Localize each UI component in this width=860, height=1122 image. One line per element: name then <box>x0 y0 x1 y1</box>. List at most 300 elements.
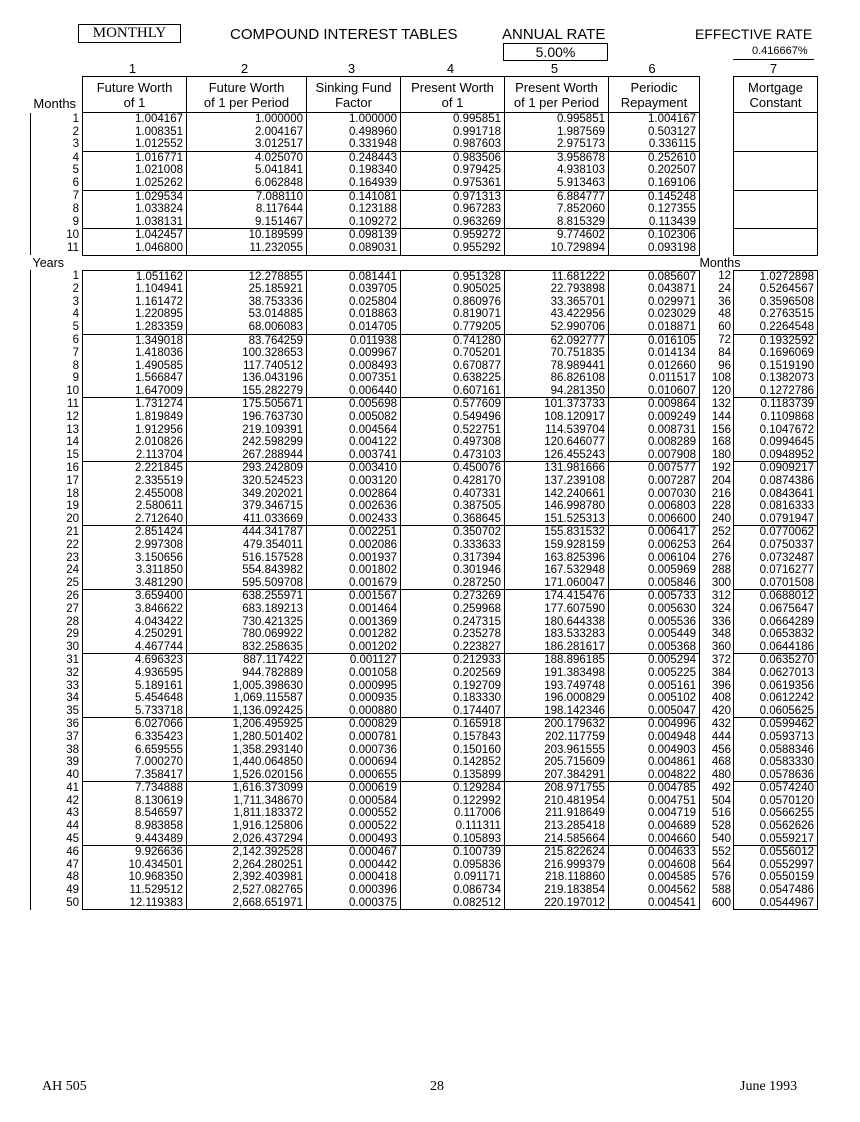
table-row <box>31 628 818 641</box>
table-cell: 2.221845 <box>83 462 187 475</box>
table-cell: 0.009249 <box>609 411 700 424</box>
mortgage-constant-cell: 0.0619356 <box>734 680 818 693</box>
table-row <box>31 242 818 255</box>
table-cell: 94.281350 <box>505 385 609 398</box>
table-cell: 5.733718 <box>83 705 187 718</box>
table-row <box>31 424 818 437</box>
table-cell: 131.981666 <box>505 462 609 475</box>
table-cell: 0.165918 <box>401 718 505 731</box>
row-label: 12 <box>31 411 83 424</box>
table-row <box>31 820 818 833</box>
header-periodic-repayment: Periodic Repayment <box>609 77 700 113</box>
mortgage-constant-cell: 0.1183739 <box>734 398 818 411</box>
months-cell: 228 <box>711 500 731 513</box>
table-cell: 0.549496 <box>401 411 505 424</box>
table-cell: 4.025070 <box>187 151 307 164</box>
table-cell: 1,136.092425 <box>187 705 307 718</box>
table-cell: 2.712640 <box>83 513 187 526</box>
months-cell: 120 <box>711 385 731 398</box>
table-cell: 0.007577 <box>609 462 700 475</box>
mortgage-constant-cell: 0.0791947 <box>734 513 818 526</box>
table-cell: 0.000522 <box>307 820 401 833</box>
months-cell: 252 <box>711 526 731 539</box>
table-cell: 175.505671 <box>187 398 307 411</box>
table-cell: 0.000829 <box>307 718 401 731</box>
mortgage-constant-cell: 0.1272786 <box>734 385 818 398</box>
table-cell: 0.995851 <box>505 113 609 126</box>
months-cell: 216 <box>711 487 731 500</box>
row-label: 16 <box>31 462 83 475</box>
row-label: 42 <box>31 795 83 808</box>
table-cell: 11.232055 <box>187 242 307 255</box>
months-cell: 372 <box>711 654 731 667</box>
table-cell: 6.062848 <box>187 177 307 190</box>
table-cell: 4.938103 <box>505 164 609 177</box>
table-cell: 0.001058 <box>307 667 401 680</box>
table-cell: 0.004541 <box>609 897 700 910</box>
table-cell: 0.001369 <box>307 616 401 629</box>
header-future-worth: Future Worth of 1 <box>83 77 187 113</box>
table-cell: 0.001282 <box>307 628 401 641</box>
effective-rate-value: 0.416667% <box>752 45 808 57</box>
table-cell: 0.223827 <box>401 641 505 654</box>
table-cell: 0.000467 <box>307 846 401 859</box>
row-label: 7 <box>31 190 83 203</box>
table-cell: 944.782889 <box>187 667 307 680</box>
table-cell: 0.004903 <box>609 744 700 757</box>
footer-page-number: 28 <box>430 1079 444 1094</box>
table-cell: 0.005102 <box>609 692 700 705</box>
table-cell: 0.001202 <box>307 641 401 654</box>
table-cell: 2.455008 <box>83 488 187 501</box>
table-cell: 0.010607 <box>609 385 700 398</box>
months-cell: 396 <box>711 679 731 692</box>
table-cell: 0.819071 <box>401 308 505 321</box>
table-cell: 0.113439 <box>609 216 700 229</box>
table-cell: 0.003741 <box>307 449 401 462</box>
table-row <box>31 833 818 846</box>
months-cell: 432 <box>711 718 731 731</box>
table-cell: 0.273269 <box>401 590 505 603</box>
mortgage-constant-cell: 0.1696069 <box>734 347 818 360</box>
table-cell: 0.212933 <box>401 654 505 667</box>
table-cell: 0.001464 <box>307 603 401 616</box>
row-label: 24 <box>31 564 83 577</box>
table-cell: 62.092777 <box>505 334 609 347</box>
table-cell: 1.647009 <box>83 385 187 398</box>
table-cell: 0.157843 <box>401 731 505 744</box>
mortgage-constant-cell: 0.1519190 <box>734 360 818 373</box>
table-cell: 1,616.373099 <box>187 782 307 795</box>
table-cell: 208.971755 <box>505 782 609 795</box>
table-cell: 0.007351 <box>307 372 401 385</box>
table-cell: 0.967283 <box>401 203 505 216</box>
table-row <box>31 744 818 757</box>
table-cell: 0.333633 <box>401 539 505 552</box>
empty-cell <box>734 138 818 151</box>
table-cell: 155.831532 <box>505 526 609 539</box>
table-cell: 0.317394 <box>401 552 505 565</box>
table-row <box>31 616 818 629</box>
annual-rate-label: ANNUAL RATE <box>502 26 606 43</box>
table-cell: 0.287250 <box>401 577 505 590</box>
row-label: 34 <box>31 692 83 705</box>
table-cell: 0.000619 <box>307 782 401 795</box>
row-label: 14 <box>31 436 83 449</box>
table-row <box>31 347 818 360</box>
table-cell: 0.235278 <box>401 628 505 641</box>
row-label: 1 <box>31 113 83 126</box>
table-cell: 167.532948 <box>505 564 609 577</box>
table-row <box>31 807 818 820</box>
table-cell: 0.006600 <box>609 513 700 526</box>
table-cell: 10.189599 <box>187 229 307 242</box>
table-cell: 203.961555 <box>505 744 609 757</box>
mortgage-constant-cell: 0.0994645 <box>734 436 818 449</box>
table-row <box>31 475 818 488</box>
months-cell: 576 <box>711 871 731 884</box>
table-cell: 0.141081 <box>307 190 401 203</box>
table-cell: 0.004562 <box>609 884 700 897</box>
row-label: 21 <box>31 526 83 539</box>
table-cell: 0.522751 <box>401 424 505 437</box>
row-label: 3 <box>31 296 83 309</box>
table-cell: 0.002086 <box>307 539 401 552</box>
table-cell: 0.497308 <box>401 436 505 449</box>
mortgage-constant-cell: 0.0544967 <box>734 897 818 910</box>
row-label: 9 <box>31 372 83 385</box>
months-cell: 72 <box>718 334 731 347</box>
months-cell: 312 <box>711 590 731 603</box>
table-cell: 0.450076 <box>401 462 505 475</box>
table-cell: 0.959272 <box>401 229 505 242</box>
table-cell: 12.278855 <box>187 270 307 283</box>
table-cell: 0.011517 <box>609 372 700 385</box>
row-label: 26 <box>31 590 83 603</box>
table-cell: 0.975361 <box>401 177 505 190</box>
row-label: 11 <box>31 398 83 411</box>
row-label: 3 <box>31 138 83 151</box>
row-label: 8 <box>31 203 83 216</box>
months-cell: 36 <box>718 295 731 308</box>
row-label: 45 <box>31 833 83 846</box>
table-cell: 0.000781 <box>307 731 401 744</box>
table-cell: 0.150160 <box>401 744 505 757</box>
table-cell: 887.117422 <box>187 654 307 667</box>
mortgage-constant-cell: 0.0816333 <box>734 500 818 513</box>
table-cell: 0.979425 <box>401 164 505 177</box>
mortgage-constant-cell: 0.0716277 <box>734 564 818 577</box>
table-cell: 1.025262 <box>83 177 187 190</box>
table-cell: 1.987569 <box>505 126 609 139</box>
table-cell: 0.000584 <box>307 795 401 808</box>
table-row <box>31 488 818 501</box>
table-row <box>31 603 818 616</box>
table-row <box>31 667 818 680</box>
table-cell: 0.001679 <box>307 577 401 590</box>
table-cell: 202.117759 <box>505 731 609 744</box>
table-cell: 33.365701 <box>505 296 609 309</box>
table-cell: 220.197012 <box>505 897 609 910</box>
empty-cell <box>734 126 818 139</box>
table-cell: 205.715609 <box>505 756 609 769</box>
table-cell: 6.884777 <box>505 190 609 203</box>
table-cell: 0.247315 <box>401 616 505 629</box>
table-row <box>31 641 818 654</box>
table-cell: 683.189213 <box>187 603 307 616</box>
table-row <box>31 692 818 705</box>
table-cell: 0.003120 <box>307 475 401 488</box>
table-cell: 0.000935 <box>307 692 401 705</box>
table-cell: 196.763730 <box>187 411 307 424</box>
row-label: 2 <box>31 283 83 296</box>
table-cell: 0.000694 <box>307 756 401 769</box>
table-cell: 53.014885 <box>187 308 307 321</box>
table-cell: 0.000418 <box>307 871 401 884</box>
table-cell: 3.958678 <box>505 151 609 164</box>
table-cell: 218.118860 <box>505 871 609 884</box>
table-cell: 0.029971 <box>609 296 700 309</box>
mortgage-constant-cell: 0.0909217 <box>734 462 818 475</box>
months-cell: 468 <box>711 756 731 769</box>
months-cell: 336 <box>711 615 731 628</box>
table-cell: 1.566847 <box>83 372 187 385</box>
table-cell: 0.183330 <box>401 692 505 705</box>
table-cell: 0.174407 <box>401 705 505 718</box>
months-cell: 456 <box>711 743 731 756</box>
mortgage-constant-cell: 0.0874386 <box>734 475 818 488</box>
table-row <box>31 283 818 296</box>
table-cell: 0.000442 <box>307 859 401 872</box>
months-cell: 180 <box>711 449 731 462</box>
mortgage-constant-cell: 0.0612242 <box>734 692 818 705</box>
table-cell: 1.418036 <box>83 347 187 360</box>
table-cell: 0.202507 <box>609 164 700 177</box>
mortgage-constant-cell: 0.0675647 <box>734 603 818 616</box>
table-cell: 8.983858 <box>83 820 187 833</box>
months-cell: 360 <box>711 641 731 653</box>
table-cell: 0.006440 <box>307 385 401 398</box>
table-cell: 68.006083 <box>187 321 307 334</box>
table-cell: 0.095836 <box>401 859 505 872</box>
mortgage-constant-cell: 0.0552997 <box>734 859 818 872</box>
table-cell: 78.989441 <box>505 360 609 373</box>
table-cell: 0.779205 <box>401 321 505 334</box>
table-cell: 0.011938 <box>307 334 401 347</box>
mortgage-constant-cell: 0.0570120 <box>734 795 818 808</box>
table-cell: 2.335519 <box>83 475 187 488</box>
table-cell: 0.252610 <box>609 151 700 164</box>
mortgage-constant-cell: 0.5264567 <box>734 283 818 296</box>
table-row <box>31 321 818 334</box>
table-cell: 86.826108 <box>505 372 609 385</box>
row-label: 9 <box>31 216 83 229</box>
row-label: 40 <box>31 769 83 782</box>
table-cell: 638.255971 <box>187 590 307 603</box>
table-row <box>31 782 818 795</box>
table-cell: 0.000880 <box>307 705 401 718</box>
table-cell: 0.005630 <box>609 603 700 616</box>
header-present-worth: Present Worth of 1 <box>401 77 505 113</box>
table-row <box>31 731 818 744</box>
row-label: 11 <box>31 242 83 255</box>
row-label: 28 <box>31 616 83 629</box>
table-cell: 1.912956 <box>83 424 187 437</box>
table-row <box>31 190 818 203</box>
table-row <box>31 718 818 731</box>
table-cell: 6.027066 <box>83 718 187 731</box>
table-cell: 0.082512 <box>401 897 505 910</box>
column-number-4: 4 <box>446 61 455 76</box>
months-cell: 264 <box>711 539 731 551</box>
table-cell: 2,026.437294 <box>187 833 307 846</box>
table-cell: 0.607161 <box>401 385 505 398</box>
table-cell: 3.150656 <box>83 552 187 565</box>
table-row <box>31 552 818 565</box>
table-cell: 0.005698 <box>307 398 401 411</box>
mortgage-constant-cell: 0.0750337 <box>734 539 818 552</box>
table-cell: 3.481290 <box>83 577 187 590</box>
row-label: 27 <box>31 603 83 616</box>
table-cell: 0.098139 <box>307 229 401 242</box>
table-cell: 0.004719 <box>609 807 700 820</box>
table-cell: 180.644338 <box>505 616 609 629</box>
table-cell: 0.008731 <box>609 424 700 437</box>
months-cell: 240 <box>711 513 731 526</box>
table-cell: 516.157528 <box>187 552 307 565</box>
table-cell: 0.001802 <box>307 564 401 577</box>
table-row <box>31 385 818 398</box>
row-label: 36 <box>31 718 83 731</box>
table-cell: 0.991718 <box>401 126 505 139</box>
empty-cell <box>734 113 818 126</box>
spacer-cell <box>700 164 734 177</box>
page-title: COMPOUND INTEREST TABLES <box>230 26 458 43</box>
mortgage-constant-cell: 0.0843641 <box>734 488 818 501</box>
table-cell: 379.346715 <box>187 500 307 513</box>
table-cell: 0.109272 <box>307 216 401 229</box>
table-cell: 554.843982 <box>187 564 307 577</box>
table-cell: 193.749748 <box>505 680 609 693</box>
table-cell: 0.259968 <box>401 603 505 616</box>
months-cell: 192 <box>711 462 731 475</box>
table-cell: 0.004751 <box>609 795 700 808</box>
table-cell: 3.311850 <box>83 564 187 577</box>
table-cell: 11.681222 <box>505 270 609 283</box>
row-label: 22 <box>31 539 83 552</box>
table-row <box>31 398 818 411</box>
annual-rate-value: 5.00% <box>503 43 608 61</box>
table-cell: 349.202021 <box>187 488 307 501</box>
row-label: 30 <box>31 641 83 654</box>
table-cell: 0.005082 <box>307 411 401 424</box>
table-cell: 1.046800 <box>83 242 187 255</box>
months-cell: 564 <box>711 858 731 871</box>
table-cell: 0.987603 <box>401 138 505 151</box>
spacer-cell <box>700 151 734 164</box>
table-cell: 0.955292 <box>401 242 505 255</box>
table-cell: 0.000493 <box>307 833 401 846</box>
table-cell: 0.005225 <box>609 667 700 680</box>
table-cell: 114.539704 <box>505 424 609 437</box>
months-cell: 324 <box>711 602 731 615</box>
table-cell: 0.025804 <box>307 296 401 309</box>
table-cell: 4.043422 <box>83 616 187 629</box>
months-cell: 420 <box>711 704 731 717</box>
table-cell: 1.008351 <box>83 126 187 139</box>
table-cell: 0.012660 <box>609 360 700 373</box>
table-cell: 0.001127 <box>307 654 401 667</box>
table-cell: 2.851424 <box>83 526 187 539</box>
empty-cell <box>734 203 818 216</box>
mortgage-constant-cell: 0.1932592 <box>734 334 818 347</box>
table-cell: 214.585664 <box>505 833 609 846</box>
row-label: 48 <box>31 871 83 884</box>
column-number-6: 6 <box>648 61 656 76</box>
table-cell: 0.670877 <box>401 360 505 373</box>
row-label: 13 <box>31 424 83 437</box>
table-cell: 0.043871 <box>609 283 700 296</box>
table-cell: 9.443489 <box>83 833 187 846</box>
table-cell: 0.005969 <box>609 564 700 577</box>
table-row <box>31 372 818 385</box>
table-cell: 38.753336 <box>187 296 307 309</box>
table-cell: 7.088110 <box>187 190 307 203</box>
table-cell: 12.119383 <box>83 897 187 910</box>
table-cell: 0.093198 <box>609 242 700 255</box>
table-cell: 1.029534 <box>83 190 187 203</box>
table-cell: 7.734888 <box>83 782 187 795</box>
table-cell: 0.005536 <box>609 616 700 629</box>
table-cell: 1.038131 <box>83 216 187 229</box>
row-label: 10 <box>31 385 83 398</box>
table-cell: 0.135899 <box>401 769 505 782</box>
row-label: 8 <box>31 360 83 373</box>
spacer-cell <box>700 242 734 255</box>
table-cell: 7.358417 <box>83 769 187 782</box>
months-cell: 12 <box>718 270 731 283</box>
table-cell: 0.002433 <box>307 513 401 526</box>
mortgage-constant-cell: 0.0550159 <box>734 871 818 884</box>
empty-cell <box>734 190 818 203</box>
table-cell: 3.012517 <box>187 138 307 151</box>
row-label: 32 <box>31 667 83 680</box>
row-label: 18 <box>31 488 83 501</box>
table-cell: 0.705201 <box>401 347 505 360</box>
months-cell: 300 <box>711 577 731 590</box>
row-label: 6 <box>31 177 83 190</box>
row-label: 17 <box>31 475 83 488</box>
row-label: 6 <box>31 334 83 347</box>
table-cell: 2.113704 <box>83 449 187 462</box>
row-label: 33 <box>31 680 83 693</box>
table-cell: 0.336115 <box>609 138 700 151</box>
table-cell: 0.248443 <box>307 151 401 164</box>
table-cell: 0.387505 <box>401 500 505 513</box>
table-cell: 1.000000 <box>187 113 307 126</box>
row-label: 5 <box>31 321 83 334</box>
table-cell: 5.041841 <box>187 164 307 177</box>
table-cell: 0.202569 <box>401 667 505 680</box>
months-cell: 408 <box>711 692 731 705</box>
table-cell: 730.421325 <box>187 616 307 629</box>
mortgage-constant-cell: 0.0653832 <box>734 628 818 641</box>
column-number-3: 3 <box>347 61 356 76</box>
table-cell: 0.004633 <box>609 846 700 859</box>
table-cell: 595.509708 <box>187 577 307 590</box>
table-row <box>31 177 818 190</box>
table-cell: 210.481954 <box>505 795 609 808</box>
